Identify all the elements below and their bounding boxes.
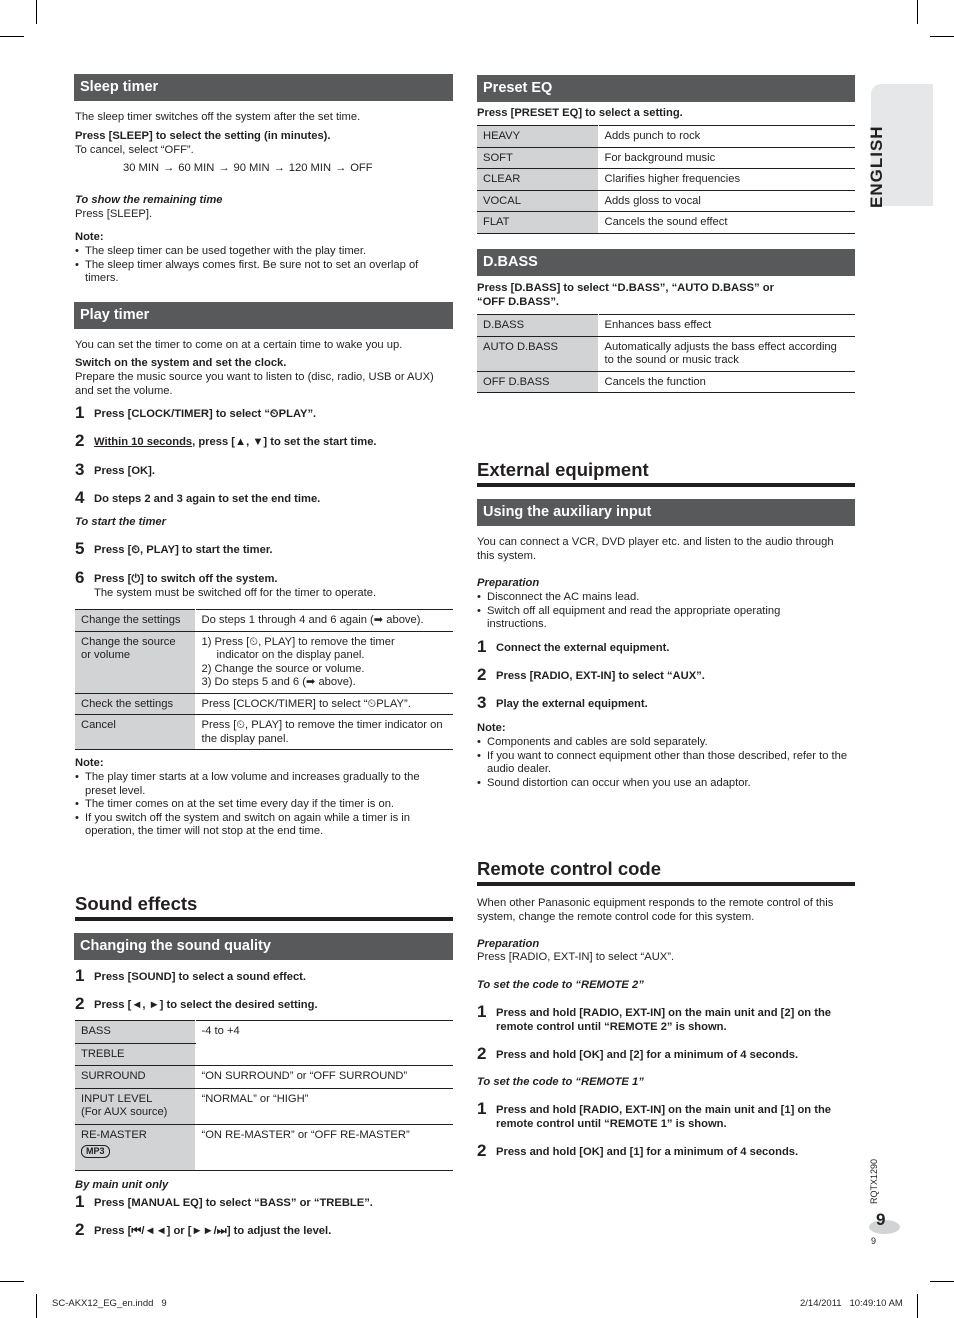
title-rule [75,917,453,921]
table-value: “ON SURROUND” or “OFF SURROUND” [195,1065,453,1088]
dbass-instruction-1: Press [D.BASS] to select “D.BASS”, “AUTO D.BASS” or [477,282,774,294]
page-number: 9 [876,1210,886,1229]
arrow-icon: → [335,162,347,174]
remote1-title: To set the code to “REMOTE 1” [477,1076,644,1088]
step-text: Press [OK]. [94,465,155,477]
table-key-line: (For AUX source) [81,1106,168,1118]
play-switch: Switch on the system and set the clock. [75,357,287,369]
step-4 [75,488,453,507]
note-item: • The timer comes on at the set time every day if the timer is on. [75,798,445,812]
step-1 [75,403,453,422]
aux-notes [477,736,855,790]
note-label: Note: [477,722,506,734]
step-number: 2 [477,1141,487,1160]
page-number-small: 9 [871,1236,877,1246]
table-key: Change the source or volume [75,631,195,693]
note-label: Note: [75,231,104,243]
seq-item: 120 MIN [288,162,332,174]
table-key: SOFT [477,147,598,169]
table-value: Enhances bass effect [598,315,855,337]
step-text: Play the external equipment. [496,698,648,710]
preparation-list [477,591,837,632]
dbass-instruction-2: “OFF D.BASS”. [477,296,560,308]
table-key: Change the settings [75,610,195,632]
step-number: 2 [477,1044,487,1063]
step-number: 1 [477,637,487,656]
aux-intro: You can connect a VCR, DVD player etc. and listen to the audio through this system. [477,536,834,562]
step-subtext: The system must be switched off for the timer to operate. [94,586,377,599]
step-text: Connect the external equipment. [496,642,670,654]
note-item: • The sleep timer always comes first. Be sure not to set an overlap of timers. [75,259,453,286]
table-value: Adds gloss to vocal [598,190,855,212]
external-equipment-title: External equipment [477,459,649,480]
preset-eq-heading: Preset EQ [477,75,855,102]
table-key: Check the settings [75,693,195,715]
table-row [75,1021,453,1044]
remaining-text: Press [SLEEP]. [75,208,153,220]
note-item: • The sleep timer can be used together with the play timer. [75,245,453,259]
remote2-step-1 [477,1002,855,1034]
table-row [477,147,855,169]
prep-item: • Switch off all equipment and read the appropriate operating instructions. [477,605,837,632]
step-text: Do steps 2 and 3 again to set the end time. [94,493,321,505]
sleep-notes [75,245,453,286]
sleep-intro: The sleep timer switches off the system after the set time. [75,111,361,123]
table-key: OFF D.BASS [477,371,598,393]
table-row [477,315,855,337]
crop-mark [36,1294,37,1318]
arrow-icon: → [273,162,285,174]
table-value [195,631,453,693]
table-value: “ON RE-MASTER” or “OFF RE-MASTER” [195,1124,453,1170]
step-number: 2 [75,431,85,450]
crop-mark [917,1294,918,1318]
step-text: , press [▲, ▼] to set the start time. [192,436,377,448]
step-2 [75,431,453,450]
table-value-line: 3) Do steps 5 and 6 (➡ above). [201,676,356,688]
step-text: Press and hold [RADIO, EXT-IN] on the main unit and [2] on the remote control until “REMOTE 2” is shown. [496,1007,832,1033]
table-row [477,212,855,234]
step-number: 2 [75,994,85,1013]
table-key: TREBLE [75,1044,195,1066]
aux-step-2 [477,665,855,684]
remaining-title: To show the remaining time [75,194,223,206]
table-value: Do steps 1 through 4 and 6 again (➡ above). [195,610,453,632]
table-row [75,693,453,715]
step-number: 1 [75,403,85,422]
prep-item: • Disconnect the AC mains lead. [477,591,837,605]
crop-mark [930,36,954,37]
table-key: BASS [75,1021,195,1044]
seq-item: 60 MIN [178,162,215,174]
table-row [75,610,453,632]
step-text: Press [MANUAL EQ] to select “BASS” or “TREBLE”. [94,1197,373,1209]
step-number: 4 [75,488,85,507]
step-number: 1 [477,1099,487,1118]
note-item: • Sound distortion can occur when you use an adaptor. [477,777,855,791]
preset-table [477,125,855,234]
remote1-step-2 [477,1141,855,1160]
remote-prep-text: Press [RADIO, EXT-IN] to select “AUX”. [477,951,675,963]
step-number: 2 [75,1220,85,1239]
crop-mark [0,36,24,37]
table-value: Press [⏲, PLAY] to remove the timer indicator on the display panel. [195,715,453,750]
table-row [75,715,453,750]
table-row [477,371,855,393]
preparation-title: Preparation [477,938,540,950]
step-number: 6 [75,568,85,587]
seq-item: 30 MIN [123,162,160,174]
table-key: AUTO D.BASS [477,336,598,371]
unit-step-2 [75,1220,453,1239]
step-number: 5 [75,539,85,558]
sleep-timer-heading: Sleep timer [74,74,453,101]
step-text: Press [RADIO, EXT-IN] to select “AUX”. [496,670,705,682]
table-value-line: 2) Change the source or volume. [201,662,365,675]
note-label: Note: [75,757,104,769]
step-text: Press [⏲, PLAY] to start the timer. [94,544,273,556]
table-value: Cancels the sound effect [598,212,855,234]
play-timer-table [75,609,453,750]
language-tab-label: ENGLISH [867,125,886,208]
sound-step-1 [75,966,453,985]
play-notes [75,771,445,839]
aux-step-1 [477,637,855,656]
table-key: Cancel [75,715,195,750]
table-value-line: indicator on the display panel. [216,649,365,661]
table-value: Cancels the function [598,371,855,393]
remote-intro: When other Panasonic equipment responds to the remote control of this system, change the remote control code for this system. [477,897,834,923]
preset-instruction: Press [PRESET EQ] to select a setting. [477,107,683,119]
sound-quality-heading: Changing the sound quality [74,933,453,960]
table-key: CLEAR [477,169,598,191]
table-key-line: INPUT LEVEL [81,1092,153,1105]
sound-effects-title: Sound effects [75,893,198,914]
unit-step-1 [75,1192,453,1211]
note-item: • If you want to connect equipment other than those described, refer to the audio dealer. [477,750,855,777]
table-value: Adds punch to rock [598,126,855,148]
step-text-underline: Within 10 seconds [94,436,193,448]
crop-mark [36,0,37,24]
step-number: 1 [75,966,85,985]
remote2-title: To set the code to “REMOTE 2” [477,979,644,991]
aux-step-3 [477,693,855,712]
table-key: FLAT [477,212,598,234]
table-row [75,1088,453,1124]
step-number: 2 [477,665,487,684]
table-value: -4 to +4 [195,1021,453,1066]
table-value: Press [CLOCK/TIMER] to select “⏲PLAY”. [195,693,453,715]
step-3 [75,460,453,479]
preparation-title: Preparation [477,577,540,589]
sound-step-2 [75,994,453,1013]
crop-mark [917,0,918,24]
table-value: Clarifies higher frequencies [598,169,855,191]
table-key: SURROUND [75,1065,195,1088]
table-row [477,190,855,212]
by-main-unit-title: By main unit only [75,1179,169,1191]
table-value: Automatically adjusts the bass effect according to the sound or music track [598,336,855,371]
dbass-heading: D.BASS [477,249,855,276]
step-text: Press [CLOCK/TIMER] to select “⏲PLAY”. [94,408,317,420]
note-item: • The play timer starts at a low volume and increases gradually to the preset level. [75,771,445,798]
table-row [477,126,855,148]
seq-item: 90 MIN [233,162,270,174]
sleep-sequence [123,162,453,176]
sleep-cancel: To cancel, select “OFF”. [75,144,194,156]
step-text: Press and hold [OK] and [1] for a minimum of 4 seconds. [496,1146,799,1158]
table-key: D.BASS [477,315,598,337]
aux-input-heading: Using the auxiliary input [477,499,855,526]
file-name: SC-AKX12_EG_en.indd 9 [52,1298,167,1309]
table-row [75,1124,453,1170]
table-row [477,336,855,371]
step-text: Press [SOUND] to select a sound effect. [94,971,306,983]
table-key [75,1124,195,1170]
sleep-instruction: Press [SLEEP] to select the setting (in minutes). [75,130,331,142]
remote-control-title: Remote control code [477,858,661,879]
step-number: 3 [75,460,85,479]
step-text: Press and hold [OK] and [2] for a minimum of 4 seconds. [496,1049,799,1061]
arrow-icon: → [163,162,175,174]
title-rule [477,882,855,886]
table-key: HEAVY [477,126,598,148]
sound-table [75,1020,453,1171]
table-key: VOCAL [477,190,598,212]
step-text: Press [⏮/◄◄] or [►►/⏭] to adjust the level. [94,1225,332,1237]
table-row [75,1065,453,1088]
play-intro: You can set the timer to come on at a certain time to wake you up. [75,339,403,351]
remote1-step-1 [477,1099,855,1131]
step-6 [75,568,453,600]
step-text: Press [◄, ►] to select the desired setting. [94,999,318,1011]
step-number: 1 [75,1192,85,1211]
arrow-icon: → [218,162,230,174]
dbass-table [477,314,855,393]
step-number: 1 [477,1002,487,1021]
table-value: “NORMAL” or “HIGH” [195,1088,453,1124]
title-rule [477,483,855,487]
table-value-line: 1) Press [⏲, PLAY] to remove the timer [201,635,395,648]
table-key [75,1088,195,1124]
table-value: For background music [598,147,855,169]
step-5 [75,539,453,558]
print-date: 2/14/2011 10:49:10 AM [800,1298,903,1309]
note-item: • If you switch off the system and switch on again while a timer is in operation, the timer will not stop at the end time. [75,812,445,839]
doc-code: RQTX1290 [869,1158,879,1204]
play-prepare: Prepare the music source you want to listen to (disc, radio, USB or AUX) and set the volume. [75,371,434,397]
step-text: Press and hold [RADIO, EXT-IN] on the main unit and [1] on the remote control until “REMOTE 1” is shown. [496,1104,832,1130]
table-row [75,631,453,693]
note-item: • Components and cables are sold separately. [477,736,855,750]
table-key-line: RE-MASTER [81,1128,147,1141]
crop-mark [0,1281,24,1282]
seq-item: OFF [350,162,373,174]
step-text: Press [⏻] to switch off the system. [94,573,278,585]
crop-mark [930,1281,954,1282]
mp3-badge: MP3 [81,1145,110,1158]
play-timer-heading: Play timer [74,302,453,329]
remote2-step-2 [477,1044,855,1063]
start-timer-title: To start the timer [75,516,166,528]
step-number: 3 [477,693,487,712]
table-row [477,169,855,191]
